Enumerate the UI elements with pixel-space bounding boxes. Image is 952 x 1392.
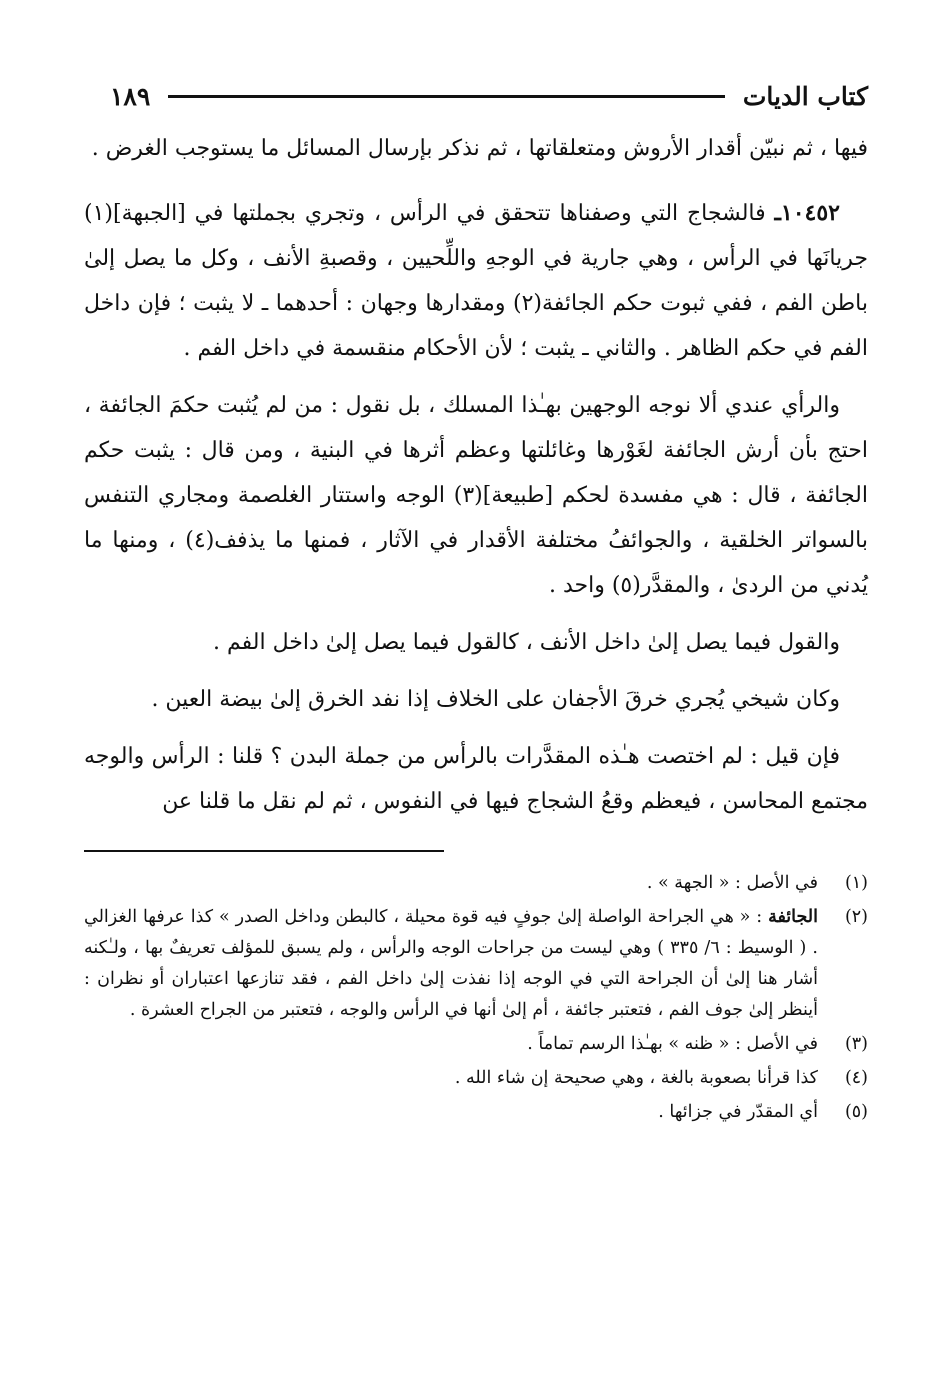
issue-number: ١٠٤٥٢ـ [774,200,840,226]
footnote [84,902,868,1026]
main-text [84,126,868,824]
book-page [84,72,868,1131]
footnote-number: (٣) [844,1034,868,1054]
book-title: كتاب الديات [742,81,868,111]
paragraph-1: فيها ، ثم نبيّن أقدار الأروش ومتعلقاتها ، ثم نذكر بإرسال المسائل ما يستوجب الغرض . [91,136,868,161]
footnote [84,1029,868,1060]
footnote-text: في الأصل : « ظنه » بهـٰذا الرسم تماماً . [527,1034,818,1054]
page-header [84,72,868,120]
footnote-term: الجائفة [768,907,818,927]
footnotes [84,868,868,1128]
paragraph-2-text: فالشجاج التي وصفناها تتحقق في الرأس ، وتجري بجملتها في [الجبهة](١) جريانَها في الرأس ، وهي جارية في الوجهِ واللِّحيين ، وقصبةِ الأنف ، وكل ما يصل إلىٰ باطن الفم ، ففي ثبوت حكم الجائفة(٢) ومقدارها وجهان : أحدهما ـ لا يثبت ؛ فإن داخل الفم في حكم الظاهر . والثاني ـ يثبت ؛ لأن الأحكام منقسمة في داخل الفم . [84,201,869,361]
footnote-text [84,902,818,1026]
footnote-text: كذا قرأنا بصعوبة بالغة ، وهي صحيحة إن شاء الله . [454,1068,818,1088]
footnote-text: في الأصل : « الجهة » . [646,873,818,893]
paragraph-2 [84,191,868,371]
paragraph-3: والرأي عندي ألا نوجه الوجهين بهـٰذا المسلك ، بل نقول : من لم يُثبت حكمَ الجائفة ، احتج بأن أرش الجائفة لغَوْرها وغائلتها وعظم أثرها في البنية ، ومن قال : يثبت حكم الجائفة ، قال : هي مفسدة لحكم [طبيعة](٣) الوجه واستتار الغلصمة ومجاري التنفس بالسواتر الخلقية ، والجوائفُ مختلفة الأقدار في الآثار ، فمنها ما يذفف(٤) ، ومنها ما يُدني من الردىٰ ، والمقدَّر(٥) واحد . [84,393,868,598]
footnote-definition: : « هي الجراحة الواصلة إلىٰ جوفٍ فيه قوة محيلة ، كالبطن وداخل الصدر » كذا عرفها الغزالي . ( الوسيط : ٦/ ٣٣٥ ) وهي ليست من جراحات الوجه والرأس ، ولم يسبق للمؤلف تعريفٌ بها ، ولـٰكنه أشار هنا إلىٰ أن الجراحة التي في الوجه إذا نفذت إلىٰ داخل الفم ، فقد تنازعها اعتباران أو نظران : أينظر إلىٰ جوف الفم ، فتعتبر جائفة ، أم إلىٰ أنها في الرأس والوجه ، فتعتبر من الجراح العشرة . [84,907,818,1020]
header-rule [168,95,725,98]
page-number: ١٨٩ [110,81,151,111]
footnote-separator [84,850,444,852]
paragraph-5: وكان شيخي يُجري خرقَ الأجفان على الخلاف إذا نفد الخرق إلىٰ بيضة العين . [151,687,840,712]
paragraph-4: والقول فيما يصل إلىٰ داخل الأنف ، كالقول فيما يصل إلىٰ داخل الفم . [213,630,840,655]
footnote-number: (٥) [844,1102,868,1122]
footnote [84,1097,868,1128]
footnote-number: (١) [844,873,868,893]
footnote [84,1063,868,1094]
footnote-text: أي المقدّر في جزائها . [658,1102,818,1122]
footnote-number: (٢) [844,907,868,927]
footnote [84,868,868,899]
footnote-number: (٤) [844,1068,868,1088]
paragraph-6: فإن قيل : لم اختصت هـٰذه المقدَّرات بالرأس من جملة البدن ؟ قلنا : الرأس والوجه مجتمع المحاسن ، فيعظم وقعُ الشجاج فيها في النفوس ، ثم لم نقل ما قلنا عن [84,744,868,814]
